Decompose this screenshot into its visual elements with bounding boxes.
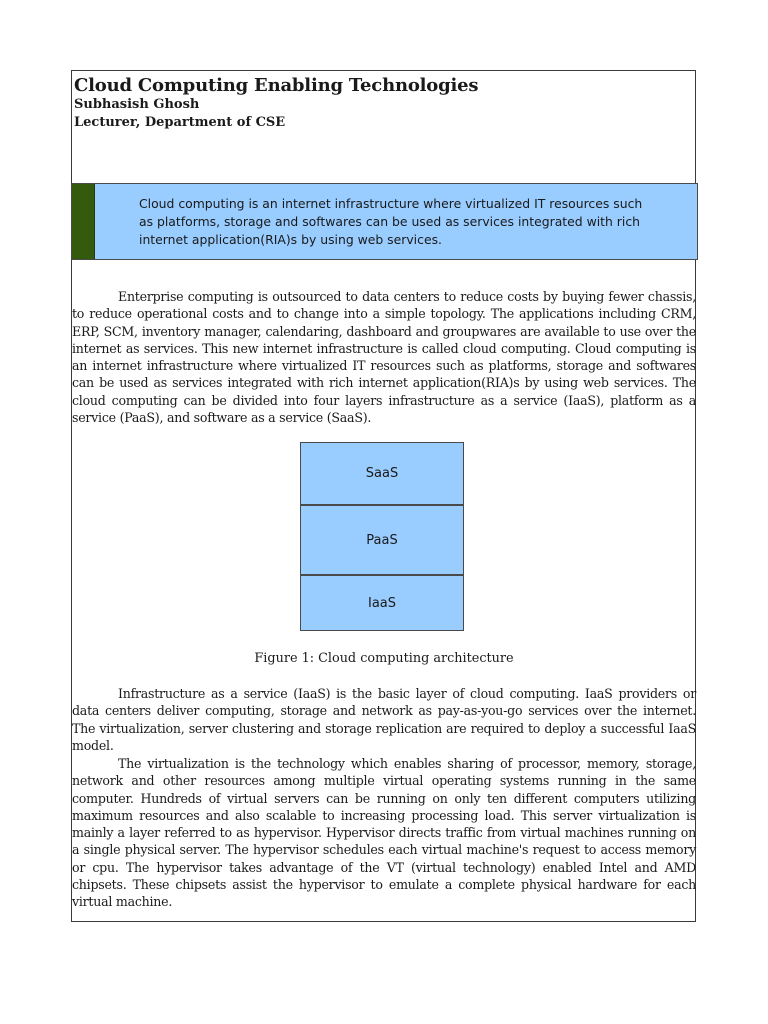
layer-iaas: IaaS [300,575,464,631]
cloud-architecture-diagram [300,442,464,631]
body-paragraph-2: Infrastructure as a service (IaaS) is the basic layer of cloud computing. IaaS providers or data centers deliver computing, storage and network as pay-as-you-go services over the internet. The virtualization, server clustering and storage replication are required to deploy a successful IaaS model. [72,686,696,753]
figure-caption: Figure 1: Cloud computing architecture [254,651,514,666]
author-name: Subhasish Ghosh [74,97,200,112]
body-paragraph-3: The virtualization is the technology which enables sharing of processor, memory, storage, network and other resources among multiple virtual operating systems running in the same computer. Hundreds of virtual servers can be running on only ten different computers utilizing maximum resources and also scalable to increasing processing load. This server virtualization is mainly a layer referred to as hypervisor. Hypervisor directs traffic from virtual machines running on a single physical server. The hypervisor schedules each virtual machine's request to access memory or cpu. The hypervisor takes advantage of the VT (virtual technology) enabled Intel and AMD chipsets. These chipsets assist the hypervisor to emulate a complete physical hardware for each virtual machine. [72,756,696,910]
abstract-text: Cloud computing is an internet infrastructure where virtualized IT resources such as platforms, storage and softwares can be used as services integrated with rich internet application(RIA)s by using web services. [139,196,643,247]
layer-saas: SaaS [300,442,464,505]
abstract-accent-bar [72,184,95,259]
body-paragraph-1: Enterprise computing is outsourced to data centers to reduce costs by buying fewer chassis, to reduce operational costs and to change into a simple topology. The applications including CRM, ERP, SCM, inventory manager, calendaring, dashboard and groupwares are available to use over the internet as services. This new internet infrastructure is called cloud computing. Cloud computing is an internet infrastructure where virtualized IT resources such as platforms, storage and softwares can be used as services integrated with rich internet application(RIA)s by using web services. The cloud computing can be divided into four layers infrastructure as a service (IaaS), platform as a service (PaaS), and software as a service (SaaS). [72,289,696,426]
layer-paas: PaaS [300,505,464,575]
author-affiliation: Lecturer, Department of CSE [74,115,286,130]
abstract-box [71,183,698,260]
paper-title: Cloud Computing Enabling Technologies [74,75,479,96]
